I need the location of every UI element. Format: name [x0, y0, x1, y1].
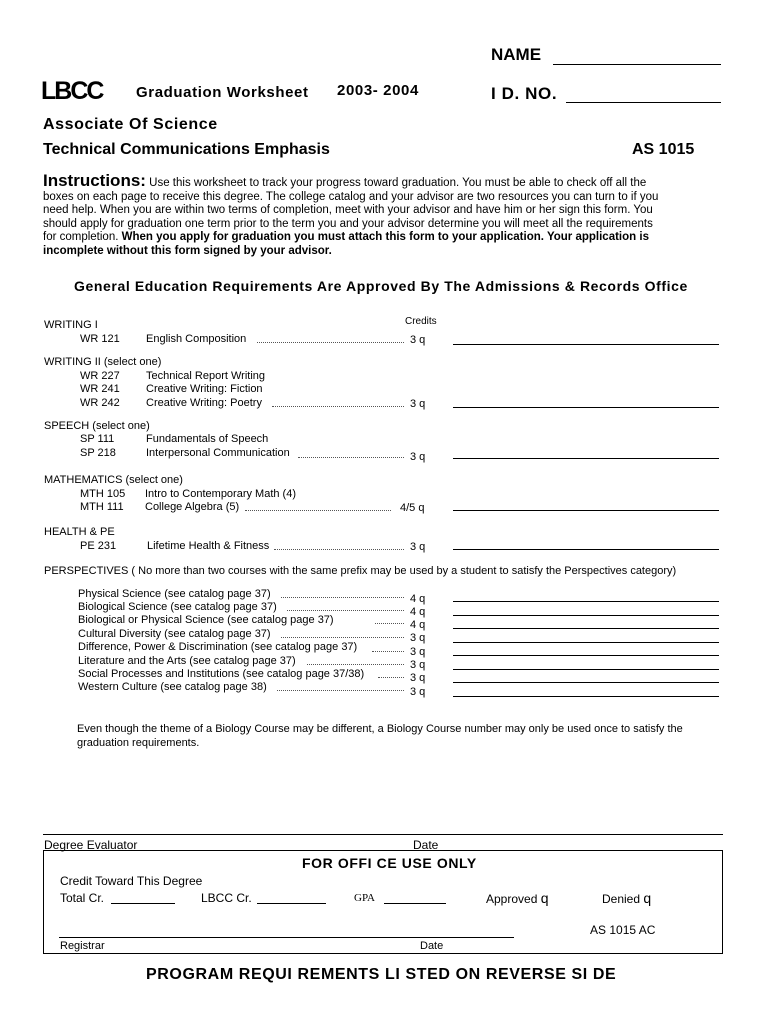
- degree-evaluator-label: Degree Evaluator: [44, 838, 138, 852]
- health-signoff-line[interactable]: [453, 549, 719, 550]
- instructions-line-6: incomplete without this form signed by your advisor.: [43, 244, 332, 257]
- writing2-heading: WRITING II (select one): [44, 356, 162, 368]
- instructions-heading: Instructions:: [43, 171, 146, 190]
- health-heading: HEALTH & PE: [44, 526, 115, 538]
- denied-label[interactable]: [602, 890, 651, 906]
- writing1-signoff-line[interactable]: [453, 344, 719, 345]
- writing2-course: Creative Writing: Poetry: [146, 397, 262, 409]
- leader-dots: [287, 610, 404, 611]
- reverse-side-notice: PROGRAM REQUI REMENTS LI STED ON REVERSE SI DE: [146, 966, 617, 983]
- form-code: AS 1015 AC: [590, 923, 656, 937]
- emphasis-title: Technical Communications Emphasis: [43, 141, 330, 158]
- approved-text: Approved: [486, 892, 538, 906]
- instructions-line-5a: for completion.: [43, 231, 122, 243]
- perspective-credits: 3 q: [410, 659, 426, 671]
- credits-header: Credits: [405, 316, 437, 327]
- leader-dots: [372, 651, 404, 652]
- perspective-credits: 4 q: [410, 619, 426, 631]
- logo: LBCC: [41, 77, 103, 105]
- perspective-item: Literature and the Arts (see catalog page 37): [78, 655, 296, 667]
- perspective-credits: 3 q: [410, 686, 426, 698]
- perspective-item: Western Culture (see catalog page 38): [78, 681, 267, 693]
- health-code: PE 231: [80, 540, 117, 552]
- credit-toward-label: Credit Toward This Degree: [60, 874, 203, 888]
- instructions: [43, 171, 659, 258]
- perspective-credits: 3 q: [410, 646, 426, 658]
- writing2-code: WR 242: [80, 397, 120, 409]
- leader-dots: [272, 406, 404, 407]
- math-signoff-line[interactable]: [453, 510, 719, 511]
- perspective-signoff-line[interactable]: [453, 615, 719, 616]
- writing1-credits: 3 q: [410, 334, 426, 346]
- leader-dots: [277, 690, 404, 691]
- math-code: MTH 105: [80, 488, 126, 500]
- writing2-credits: 3 q: [410, 398, 426, 410]
- instructions-line-2: boxes on each page to receive this degree. The college catalog and your advisor are two resources you can turn to if you: [43, 190, 659, 203]
- biology-note-line-1: Even though the theme of a Biology Course may be different, a Biology Course number may only be used once to satisfy the: [77, 723, 683, 735]
- perspective-signoff-line[interactable]: [453, 682, 719, 683]
- speech-signoff-line[interactable]: [453, 458, 719, 459]
- perspective-credits: 4 q: [410, 593, 426, 605]
- perspective-credits: 3 q: [410, 632, 426, 644]
- name-field[interactable]: [553, 46, 721, 65]
- leader-dots: [298, 457, 404, 458]
- leader-dots: [281, 637, 404, 638]
- name-label: NAME: [491, 45, 542, 64]
- math-code: MTH 111: [80, 501, 124, 513]
- leader-dots: [281, 597, 404, 598]
- instructions-line-1: Use this worksheet to track your progress toward graduation. You must be able to check off all the: [149, 177, 647, 189]
- speech-code: SP 111: [80, 433, 115, 445]
- writing2-code: WR 227: [80, 370, 120, 382]
- evaluator-signature-line[interactable]: [43, 834, 723, 835]
- total-cr-field[interactable]: [111, 903, 175, 904]
- perspective-signoff-line[interactable]: [453, 628, 719, 629]
- leader-dots: [378, 677, 404, 678]
- speech-course: Fundamentals of Speech: [146, 433, 269, 445]
- perspective-credits: 3 q: [410, 672, 426, 684]
- writing1-code: WR 121: [80, 333, 120, 345]
- leader-dots: [307, 664, 404, 665]
- lbcc-cr-label: LBCC Cr.: [201, 891, 252, 905]
- speech-code: SP 218: [80, 447, 116, 459]
- writing1-course: English Composition: [146, 333, 247, 345]
- perspectives-heading: PERSPECTIVES ( No more than two courses with the same prefix may be used by a student to satisfy the Perspectives category): [44, 565, 677, 577]
- instructions-line-4: should apply for graduation one term prior to the term you and your advisor determine you will meet all the requirements: [43, 217, 653, 230]
- health-course: Lifetime Health & Fitness: [147, 540, 270, 552]
- leader-dots: [274, 549, 404, 550]
- perspective-item: Biological Science (see catalog page 37): [78, 601, 277, 613]
- denied-text: Denied: [602, 892, 641, 906]
- office-use-title: FOR OFFI CE USE ONLY: [302, 855, 477, 871]
- denied-checkbox[interactable]: q: [643, 890, 652, 906]
- perspective-signoff-line[interactable]: [453, 601, 719, 602]
- speech-course: Interpersonal Communication: [146, 447, 290, 459]
- instructions-line-3: need help. When you are within two terms of completion, meet with your advisor and have him or her sign this form. You: [43, 204, 653, 216]
- worksheet-title: Graduation Worksheet: [136, 84, 309, 101]
- instructions-line-5b: When you apply for graduation you must attach this form to your application. Your application is: [121, 231, 649, 243]
- id-label: I D. NO.: [491, 84, 558, 103]
- health-credits: 3 q: [410, 541, 426, 553]
- perspective-item: Biological or Physical Science (see catalog page 37): [78, 614, 334, 626]
- math-course: College Algebra (5): [145, 501, 240, 513]
- approved-label[interactable]: [486, 890, 549, 906]
- writing2-code: WR 241: [80, 383, 120, 395]
- perspective-signoff-line[interactable]: [453, 655, 719, 656]
- writing2-course: Technical Report Writing: [146, 370, 266, 382]
- registrar-signature-line[interactable]: [59, 937, 514, 938]
- leader-dots: [257, 342, 404, 343]
- writing1-heading: WRITING I: [44, 319, 98, 331]
- math-heading: MATHEMATICS (select one): [44, 474, 183, 486]
- speech-credits: 3 q: [410, 451, 426, 463]
- total-cr-label: Total Cr.: [60, 891, 105, 905]
- writing2-signoff-line[interactable]: [453, 407, 719, 408]
- gpa-field[interactable]: [384, 903, 446, 904]
- registrar-date-label: Date: [420, 940, 444, 952]
- perspective-signoff-line[interactable]: [453, 696, 719, 697]
- approved-checkbox[interactable]: q: [540, 890, 549, 906]
- writing2-course: Creative Writing: Fiction: [146, 383, 263, 395]
- math-credits: 4/5 q: [400, 502, 425, 514]
- lbcc-cr-field[interactable]: [257, 903, 326, 904]
- biology-note-line-2: graduation requirements.: [77, 737, 200, 749]
- registrar-label: Registrar: [60, 940, 105, 952]
- leader-dots: [245, 510, 391, 511]
- evaluator-date-label: Date: [413, 838, 439, 852]
- id-field[interactable]: [566, 84, 721, 103]
- perspective-credits: 4 q: [410, 606, 426, 618]
- perspective-item: Social Processes and Institutions (see catalog page 37/38): [78, 668, 365, 680]
- academic-year: 2003- 2004: [337, 82, 419, 99]
- perspective-signoff-line[interactable]: [453, 669, 719, 670]
- program-code: AS 1015: [632, 141, 695, 158]
- perspective-item: Difference, Power & Discrimination (see catalog page 37): [78, 641, 358, 653]
- perspective-item: Cultural Diversity (see catalog page 37): [78, 628, 271, 640]
- speech-heading: SPEECH (select one): [44, 420, 150, 432]
- gen-ed-title: General Education Requirements Are Approved By The Admissions & Records Office: [74, 278, 688, 294]
- math-course: Intro to Contemporary Math (4): [145, 488, 297, 500]
- perspective-signoff-line[interactable]: [453, 642, 719, 643]
- leader-dots: [375, 623, 404, 624]
- perspective-item: Physical Science (see catalog page 37): [78, 588, 271, 600]
- gpa-label: GPA: [354, 892, 375, 904]
- degree-title: Associate Of Science: [43, 116, 218, 133]
